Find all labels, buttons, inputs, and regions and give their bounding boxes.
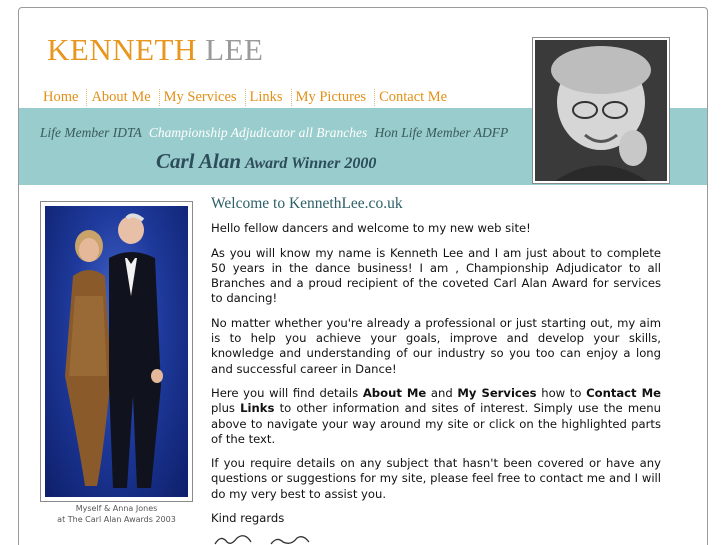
nav-text-e: to other information and sites of interest. Simply use the menu above to navigate your way around my site or click on the highlighted parts of the text.	[211, 401, 661, 446]
credit-idta: Life Member IDTA	[40, 125, 142, 140]
link-my-services[interactable]: My Services	[457, 385, 537, 400]
couple-image	[45, 206, 188, 497]
signature-image	[211, 532, 321, 545]
link-links[interactable]: Links	[240, 401, 275, 416]
nav-my-services[interactable]: My Services	[160, 89, 246, 106]
nav-links[interactable]: Links	[246, 89, 292, 106]
link-about-me[interactable]: About Me	[362, 385, 427, 400]
photo-caption	[40, 503, 193, 525]
site-logo[interactable]	[47, 32, 263, 68]
logo-last-name: LEE	[205, 32, 264, 67]
navigation-paragraph	[211, 386, 661, 447]
nav-text-d: plus	[211, 401, 241, 416]
nav-about-me[interactable]: About Me	[87, 89, 159, 106]
aim-paragraph: No matter whether you're already a professional or just starting out, my aim is to help you achieve your goals, improve and develop your skills, knowledge and understanding of our industry so you too can enjoy a long and successful career in Dance!	[211, 315, 661, 376]
credit-adfp: Hon Life Member ADFP	[374, 125, 509, 140]
award-line	[156, 149, 376, 174]
link-contact-me[interactable]: Contact Me	[586, 385, 661, 400]
page-title: Welcome to KennethLee.co.uk	[211, 195, 403, 212]
main-content	[211, 196, 661, 535]
credentials-line	[40, 125, 508, 141]
nav-my-pictures[interactable]: My Pictures	[292, 89, 375, 106]
caption-line-1: Myself & Anna Jones	[75, 504, 158, 513]
credit-adjudicator: Championship Adjudicator all Branches	[148, 125, 368, 140]
contact-paragraph: If you require details on any subject that hasn't been covered or have any questions or suggestions for my site, please feel free to contact me and I will do my very best to assist you.	[211, 456, 661, 501]
nav-text-a: Here you will find details	[211, 385, 363, 400]
portrait-photo	[532, 37, 670, 184]
nav-text-b: and	[426, 385, 458, 400]
nav-home[interactable]: Home	[39, 89, 87, 106]
caption-line-2: at The Carl Alan Awards 2003	[57, 515, 176, 524]
logo-first-name: KENNETH	[47, 32, 197, 67]
closing-paragraph: Kind regards	[211, 511, 285, 526]
nav-text-c: how to	[536, 385, 587, 400]
couple-photo	[40, 201, 193, 502]
portrait-image	[535, 40, 667, 181]
nav-contact-me[interactable]: Contact Me	[379, 89, 448, 105]
intro-paragraph: Hello fellow dancers and welcome to my new web site!	[211, 221, 531, 236]
about-paragraph: As you will know my name is Kenneth Lee and I am just about to complete 50 years in the dance business! I am , Championship Adjudicator to all Branches and a proud recipient of the coveted Carl Alan Award for services to dancing!	[211, 245, 661, 306]
main-nav	[39, 89, 455, 106]
award-text: Award Winner 2000	[245, 155, 377, 172]
award-name: Carl Alan	[156, 149, 242, 173]
